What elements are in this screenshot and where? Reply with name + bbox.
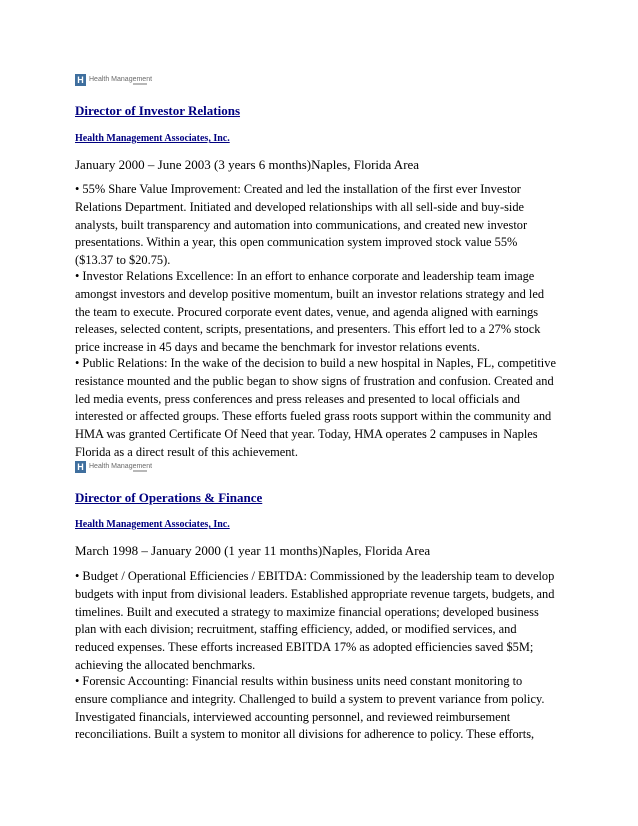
paragraph-line: Investigated financials, interviewed accounting personnel, and reviewed reimbursement <box>75 709 511 724</box>
paragraph-line: achieving the allocated benchmarks. <box>75 657 256 672</box>
paragraph-line: timelines. Built and executed a strategy to maximize financial operations; developed business <box>75 604 539 619</box>
achievement-paragraph <box>75 181 575 270</box>
paragraph-line: releases, selected content, scripts, presentations, and presenters. This effort led to a 27% stock <box>75 322 541 337</box>
paragraph-line: Florida as a direct result of this achievement. <box>75 444 298 459</box>
achievement-paragraph <box>75 568 575 675</box>
achievement-paragraph <box>75 673 575 744</box>
paragraph-line: Relations Department. Initiated and developed relationships with all sell-side and buy-side <box>75 199 525 214</box>
logo-text: Health Management <box>89 76 153 83</box>
achievement-paragraph <box>75 355 575 462</box>
logo-tagline-mark <box>133 83 147 85</box>
hospital-h-icon: H <box>75 74 86 86</box>
paragraph-line: • Public Relations: In the wake of the decision to build a new hospital in Naples, FL, competitive <box>75 356 556 370</box>
paragraph-line: ($13.37 to $20.75). <box>75 253 171 268</box>
job-title[interactable]: Director of Investor Relations <box>75 103 241 118</box>
company-link[interactable]: Health Management Associates, Inc. <box>75 133 230 144</box>
paragraph-line: HMA was granted Certificate Of Need that year. Today, HMA operates 2 campuses in Naples <box>75 427 538 442</box>
paragraph-line: budgets with input from divisional leaders. Established appropriate revenue targets, budgets, and <box>75 586 555 601</box>
paragraph-line: price increase in 45 days and became the benchmark for investor relations events. <box>75 340 480 355</box>
paragraph-line: • Investor Relations Excellence: In an effort to enhance corporate and leadership team image <box>75 269 535 283</box>
paragraph-line: led media events, press conferences and press releases and presented to local officials and <box>75 391 520 406</box>
paragraph-line: reconciliations. Built a system to monitor all divisions for adherence to policy. These efforts, <box>75 727 535 742</box>
employment-dates: March 1998 – January 2000 (1 year 11 months)Naples, Florida Area <box>75 543 431 558</box>
employment-dates: January 2000 – June 2003 (3 years 6 months)Naples, Florida Area <box>75 157 420 172</box>
job-title[interactable]: Director of Operations & Finance <box>75 490 263 505</box>
paragraph-line: • Budget / Operational Efficiencies / EBITDA: Commissioned by the leadership team to develop <box>75 569 555 583</box>
paragraph-line: amongst investors and develop positive momentum, built an investor relations strategy and led <box>75 286 545 301</box>
logo-tagline-mark <box>133 470 147 472</box>
paragraph-line: • 55% Share Value Improvement: Created and led the installation of the first ever Investor <box>75 182 521 196</box>
paragraph-line: • Forensic Accounting: Financial results within business units need constant monitoring to <box>75 674 523 688</box>
company-logo <box>75 460 155 474</box>
paragraph-line: analysts, built transparency and automation into communications, and created new investor <box>75 217 528 232</box>
logo-text: Health Management <box>89 463 153 470</box>
company-logo <box>75 73 155 87</box>
paragraph-line: resistance mounted and the public began to show signs of frustration and confusion. Created and <box>75 373 554 388</box>
paragraph-line: presentations. Within a year, this open communication system improved stock value 55% <box>75 235 518 250</box>
paragraph-line: the team to execute. Procured corporate event dates, venue, and agenda aligned with earnings <box>75 304 539 319</box>
company-link[interactable]: Health Management Associates, Inc. <box>75 519 230 530</box>
paragraph-line: reduced expenses. These efforts increased EBITDA 17% as adopted efficiencies saved $5M; <box>75 640 534 655</box>
achievement-paragraph <box>75 268 575 357</box>
paragraph-line: interested or affected groups. These efforts fueled grass roots support within the community and <box>75 409 552 424</box>
paragraph-line: ensure compliance and integrity. Challenged to build a system to prevent variance from policy. <box>75 691 545 706</box>
paragraph-line: plan with each division; recruitment, staffing efficiency, added, or modified services, and <box>75 622 517 637</box>
hospital-h-icon: H <box>75 461 86 473</box>
